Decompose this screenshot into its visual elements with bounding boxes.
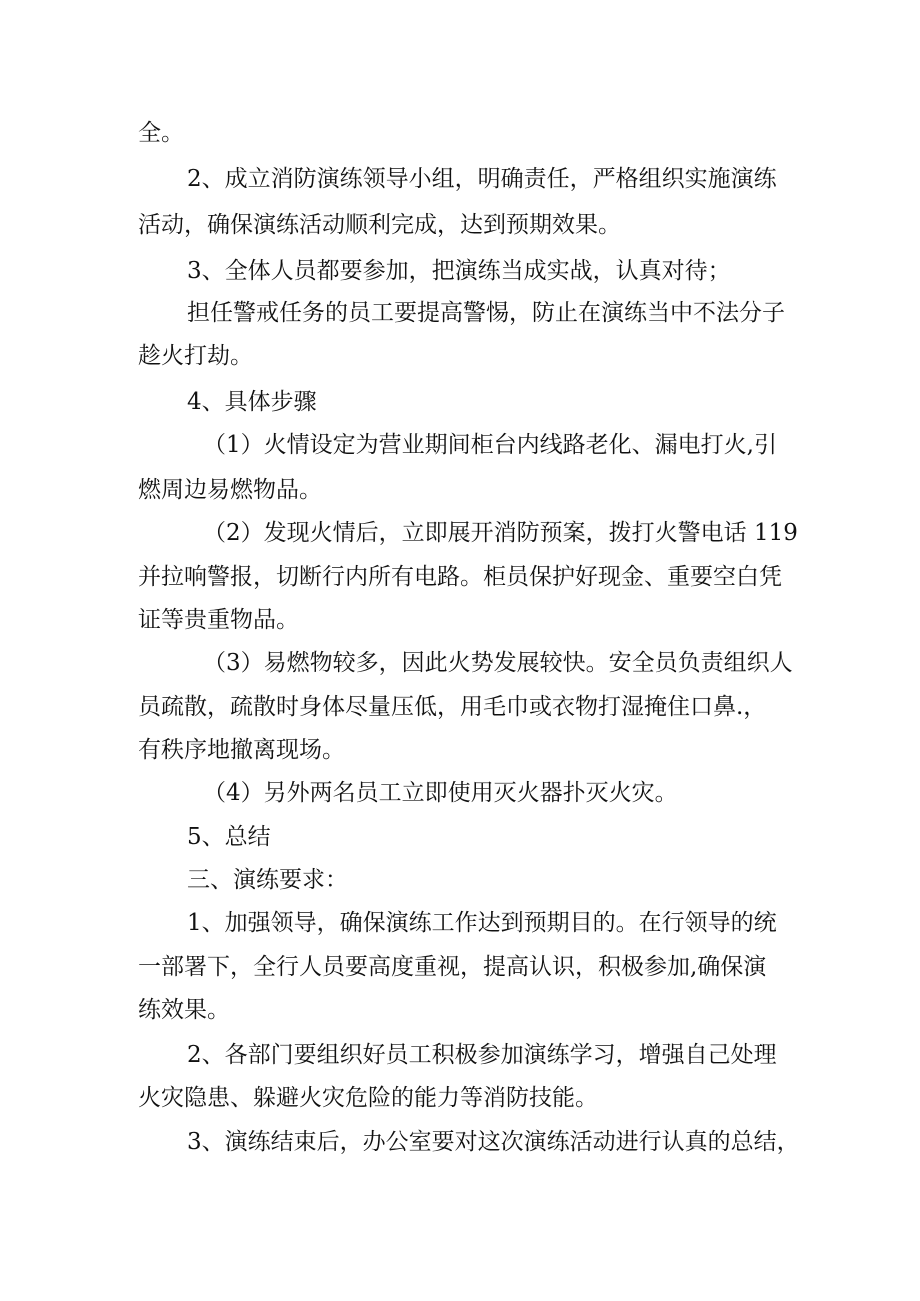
text-line: 一部署下，全行人员要高度重视，提高认识，积极参加,确保演: [138, 954, 767, 980]
text-line: 2、各部门要组织好员工积极参加演练学习，增强自己处理: [187, 1042, 777, 1068]
text-line: 3、演练结束后，办公室要对这次演练活动进行认真的总结，: [187, 1129, 800, 1155]
text-line: 1、加强领导，确保演练工作达到预期目的。在行领导的统: [187, 910, 777, 936]
text-line: 全。: [138, 120, 184, 146]
text-line: 并拉响警报，切断行内所有电路。柜员保护好现金、重要空白凭: [138, 564, 782, 590]
text-line: 5、总结: [187, 824, 271, 850]
text-line: 3、全体人员都要参加，把演练当成实战，认真对待；: [187, 258, 731, 284]
text-line: 趁火打劫。: [138, 343, 253, 369]
text-line: 火灾隐患、躲避火灾危险的能力等消防技能。: [138, 1085, 598, 1111]
text-line: 燃周边易燃物品。: [138, 477, 322, 503]
text-line: 证等贵重物品。: [138, 607, 299, 633]
text-line: 2、成立消防演练领导小组，明确责任，严格组织实施演练: [187, 166, 777, 192]
text-line: 三、演练要求：: [187, 867, 348, 893]
text-line: 有秩序地撤离现场。: [138, 737, 345, 763]
text-line: 活动，确保演练活动顺利完成，达到预期效果。: [138, 212, 621, 238]
text-line: 担任警戒任务的员工要提高警惕，防止在演练当中不法分子: [187, 300, 785, 326]
text-line: 4、具体步骤: [187, 389, 317, 415]
text-line: （3）易燃物较多，因此火势发展较快。安全员负责组织人: [203, 650, 793, 676]
text-line: （1）火情设定为营业期间柜台内线路老化、漏电打火,引: [203, 432, 777, 458]
text-line: 员疏散，疏散时身体尽量压低，用毛巾或衣物打湿掩住口鼻.，: [138, 694, 767, 720]
text-line: （2）发现火情后，立即展开消防预案，拨打火警电话 119: [203, 520, 798, 546]
text-line: 练效果。: [138, 997, 230, 1023]
text-line: （4）另外两名员工立即使用灭火器扑灭火灾。: [203, 780, 678, 806]
